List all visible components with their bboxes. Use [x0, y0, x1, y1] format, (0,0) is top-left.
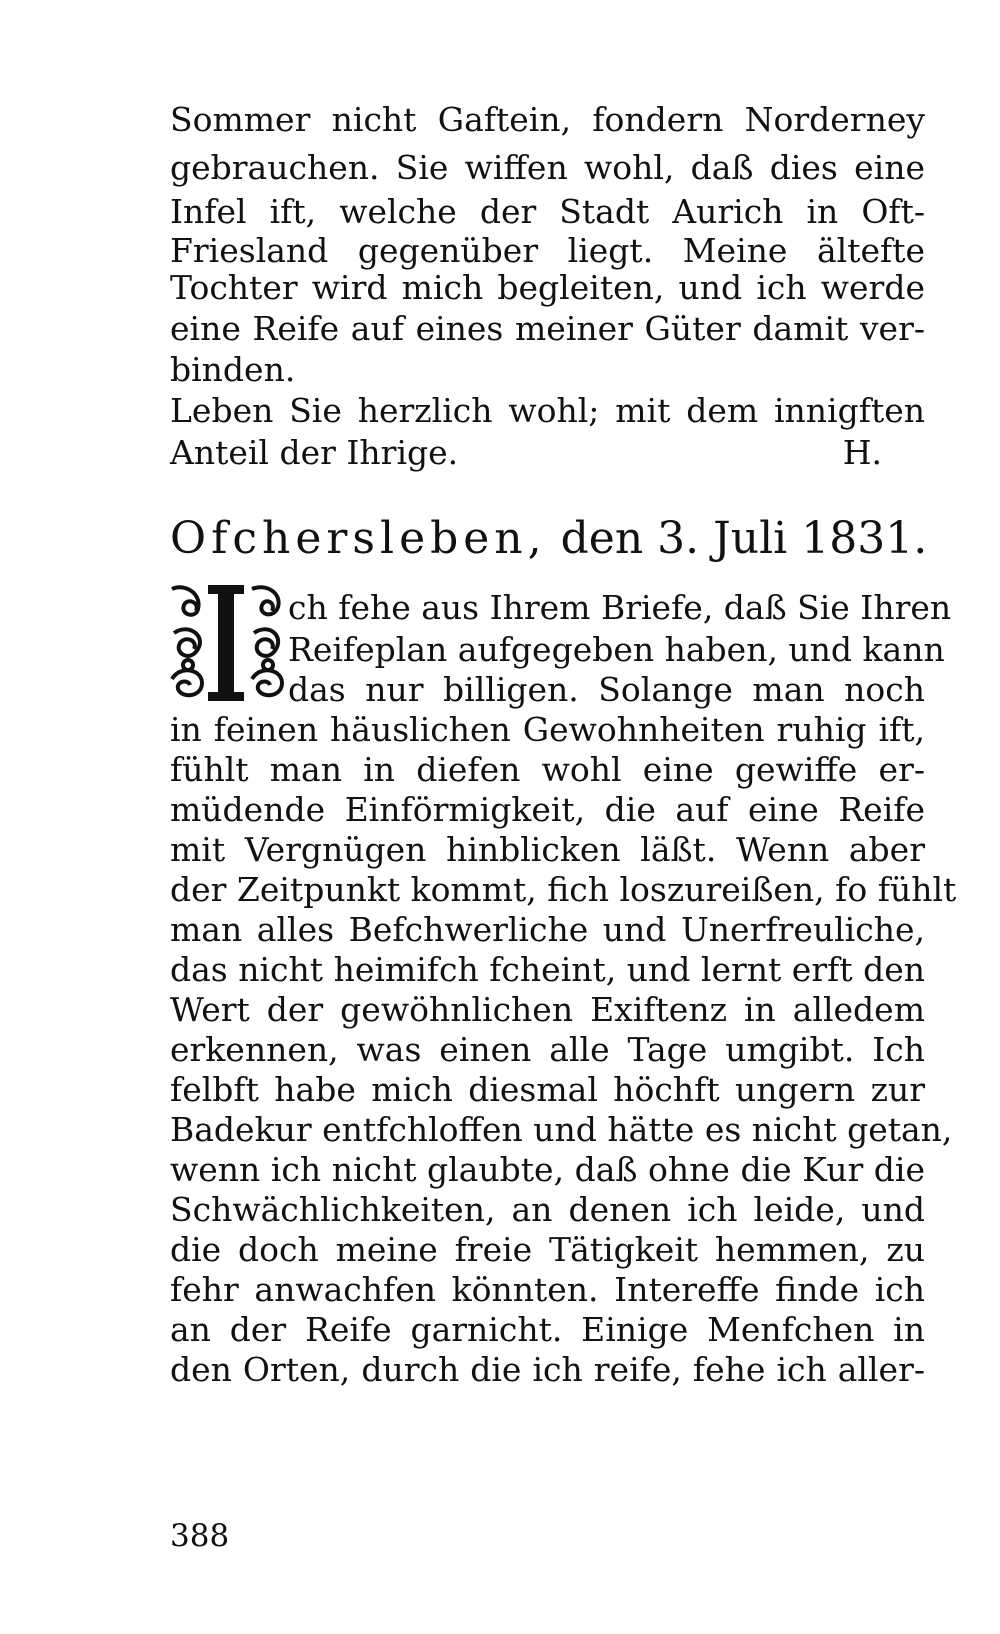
page-number: 388 [170, 1518, 230, 1554]
text-line: man alles Befchwerliche und Unerfreuliche, [170, 910, 925, 949]
text-line: mit Vergnügen hinblicken läßt. Wenn aber [170, 830, 925, 869]
text-line: felbft habe mich diesmal höchft ungern zur [170, 1070, 925, 1109]
text-line: binden. [170, 350, 296, 389]
text-line: Sommer nicht Gaftein, fondern Norderney [170, 100, 925, 139]
text-line: ch fehe aus Ihrem Briefe, daß Sie Ihren [288, 588, 952, 627]
text-line: Wert der gewöhnlichen Exiftenz in alledem [170, 990, 925, 1029]
text-line: der Zeitpunkt kommt, fich loszureißen, fo fühlt [170, 870, 957, 909]
text-line: Reifeplan aufgegeben haben, und kann [288, 630, 945, 669]
signature: H. [842, 433, 882, 472]
text-line: fehr anwachfen könnten. Intereffe finde ich [170, 1270, 925, 1309]
heading-date: den 3. Juli 1831. [560, 513, 928, 564]
text-line: fühlt man in diefen wohl eine gewiffe er- [170, 750, 925, 789]
text-line: müdende Einförmigkeit, die auf eine Reife [170, 790, 925, 829]
ornate-initial-icon [168, 583, 284, 703]
closing-line [170, 433, 882, 473]
text-line: gebrauchen. Sie wiffen wohl, daß dies eine [170, 148, 925, 187]
text-line: erkennen, was einen alle Tage umgibt. Ich [170, 1030, 925, 1069]
text-line: Badekur entfchloffen und hätte es nicht getan, [170, 1110, 953, 1149]
letter-heading [170, 511, 928, 567]
text-line: das nicht heimifch fcheint, und lernt erft den [170, 950, 925, 989]
text-line: Infel ift, welche der Stadt Aurich in Oft- [170, 192, 925, 231]
text-line: Schwächlichkeiten, an denen ich leide, und [170, 1190, 925, 1229]
text-line: das nur billigen. Solange man noch [288, 670, 925, 709]
closing-text: Anteil der Ihrige. [170, 433, 459, 472]
text-line: Friesland gegenüber liegt. Meine ältefte [170, 231, 925, 270]
initial-letter [0, 0, 1, 1]
text-line: in feinen häuslichen Gewohnheiten ruhig ift, [170, 710, 925, 749]
text-line: Leben Sie herzlich wohl; mit dem innigften [170, 391, 925, 430]
text-line: Tochter wird mich begleiten, und ich werde [170, 268, 925, 307]
text-line: eine Reife auf eines meiner Güter damit ver- [170, 309, 925, 348]
text-line: die doch meine freie Tätigkeit hemmen, zu [170, 1230, 925, 1269]
text-line: den Orten, durch die ich reife, fehe ich aller- [170, 1350, 925, 1389]
heading-place: Ofchersleben, [170, 513, 547, 564]
text-line: wenn ich nicht glaubte, daß ohne die Kur die [170, 1150, 925, 1189]
text-line: an der Reife garnicht. Einige Menfchen in [170, 1310, 925, 1349]
